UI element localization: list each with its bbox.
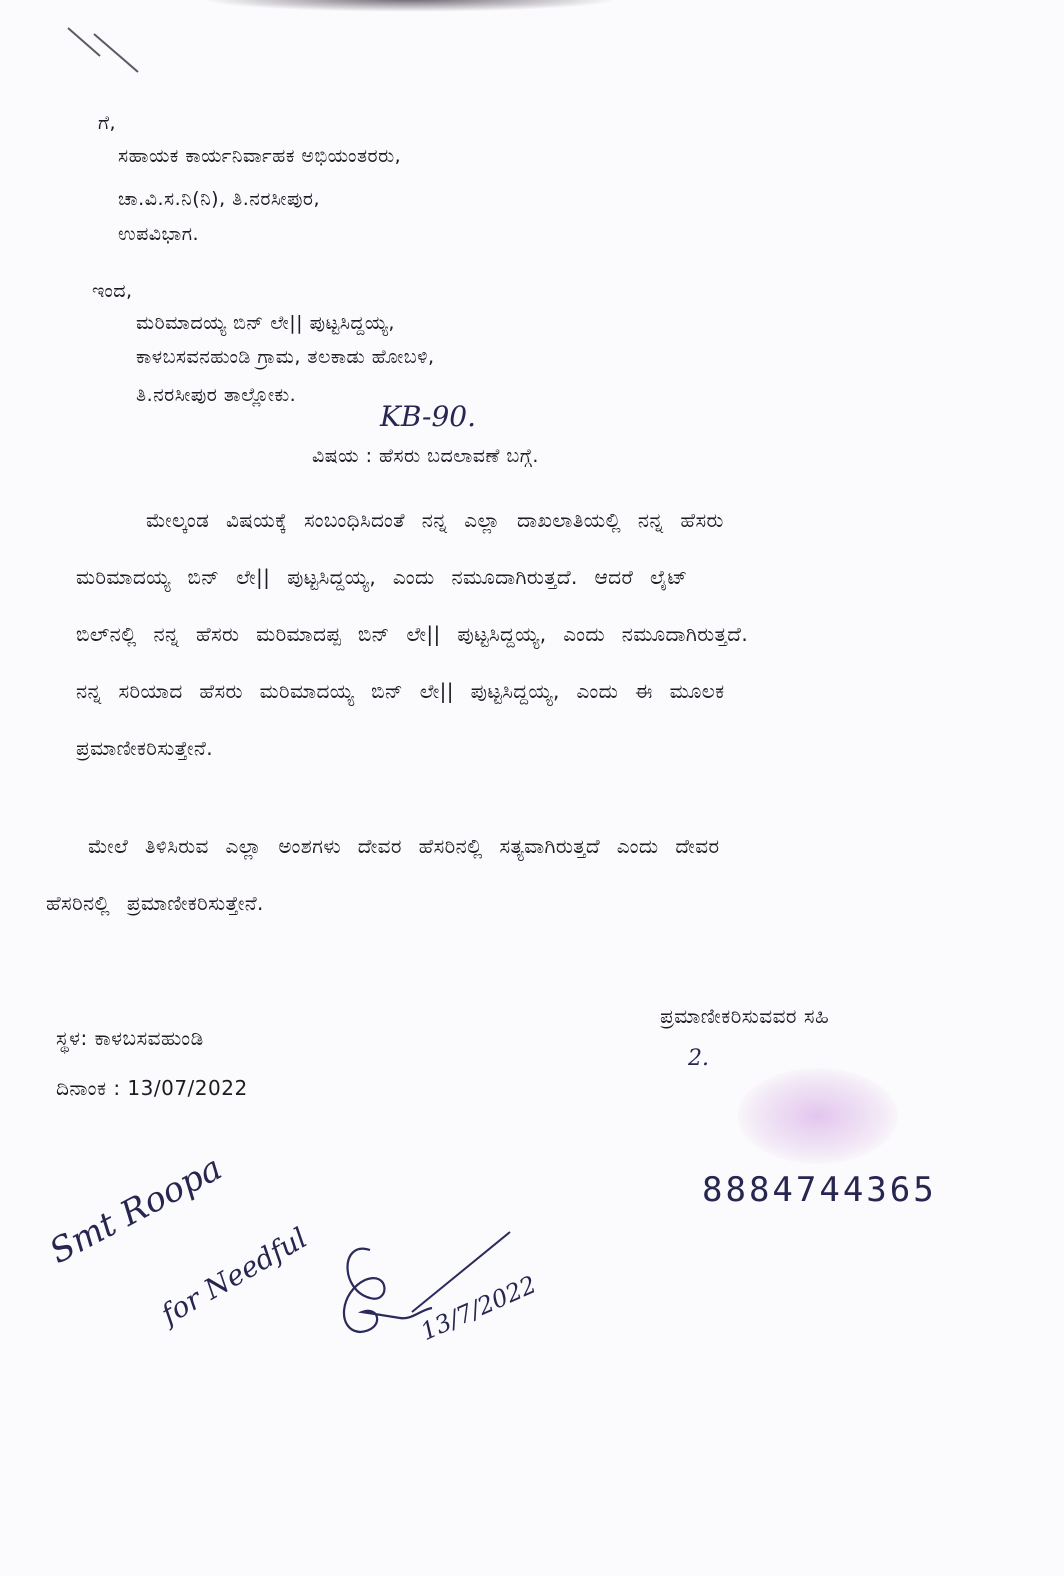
scan-shadow — [200, 0, 620, 12]
place-line: ಸ್ಥಳ: ಕಾಳಬಸವಹುಂಡಿ — [56, 1026, 204, 1050]
ink-stamp — [738, 1068, 898, 1164]
endorsement-line-2: for Needful — [155, 1221, 313, 1331]
corner-pen-mark — [60, 20, 160, 90]
endorsement-date: 13/7/2022 — [416, 1270, 541, 1346]
signature-mark: 2. — [688, 1046, 709, 1071]
from-line-2: ಕಾಳಬಸವನಹುಂಡಿ ಗ್ರಾಮ, ತಲಕಾಡು ಹೋಬಳಿ, — [136, 346, 435, 368]
paragraph-2-line-2: ಹೆಸರಿನಲ್ಲಿ ಪ್ರಮಾಣೀಕರಿಸುತ್ತೇನೆ. — [46, 891, 264, 915]
signature-label: ಪ್ರಮಾಣೀಕರಿಸುವವರ ಸಹಿ — [660, 1004, 830, 1028]
body-paragraph-2 — [46, 818, 1006, 932]
paragraph-1-line-5: ಪ್ರಮಾಣೀಕರಿಸುತ್ತೇನೆ. — [76, 736, 213, 760]
paragraph-1-line-2: ಮರಿಮಾದಯ್ಯ ಬಿನ್ ಲೇ|| ಪುಟ್ಟಸಿದ್ದಯ್ಯ, ಎಂದು ನಮೂದಾಗಿರುತ್ತದೆ. ಆದರೆ ಲೈಟ್ — [76, 565, 688, 589]
subject-line: ವಿಷಯ : ಹೆಸರು ಬದಲಾವಣೆ ಬಗ್ಗೆ. — [312, 445, 539, 467]
from-prefix: ಇಂದ, — [92, 280, 133, 302]
paragraph-1-line-4: ನನ್ನ ಸರಿಯಾದ ಹೆಸರು ಮರಿಮಾದಯ್ಯ ಬಿನ್ ಲೇ|| ಪುಟ್ಟಸಿದ್ದಯ್ಯ, ಎಂದು ಈ ಮೂಲಕ — [76, 679, 725, 703]
handwritten-reference: KB-90. — [380, 400, 477, 433]
endorsement-line-1: Smt Roopa — [43, 1148, 229, 1272]
to-line-1: ಸಹಾಯಕ ಕಾರ್ಯನಿರ್ವಾಹಕ ಅಭಿಯಂತರರು, — [118, 145, 402, 167]
from-line-3: ತಿ.ನರಸೀಪುರ ತಾಲ್ಲೋಕು. — [136, 384, 297, 406]
from-line-1: ಮರಿಮಾದಯ್ಯ ಬಿನ್ ಲೇ|| ಪುಟ್ಟಸಿದ್ದಯ್ಯ, — [136, 312, 395, 334]
paragraph-1-line-3: ಬಿಲ್‌ನಲ್ಲಿ ನನ್ನ ಹೆಸರು ಮರಿಮಾದಪ್ಪ ಬಿನ್ ಲೇ|| ಪುಟ್ಟಸಿದ್ದಯ್ಯ, ಎಂದು ನಮೂದಾಗಿರುತ್ತದೆ. — [76, 622, 749, 646]
paragraph-1-line-1: ಮೇಲ್ಕಂಡ ವಿಷಯಕ್ಕೆ ಸಂಬಂಧಿಸಿದಂತೆ ನನ್ನ ಎಲ್ಲಾ ದಾಖಲಾತಿಯಲ್ಲಿ ನನ್ನ ಹೆಸರು — [146, 508, 724, 532]
to-prefix: ಗೆ, — [98, 112, 117, 134]
handwritten-phone-number: 8884744365 — [702, 1170, 937, 1210]
to-line-2: ಚಾ.ವಿ.ಸ.ನಿ(ನಿ), ತಿ.ನರಸೀಪುರ, — [118, 188, 321, 210]
date-line: ದಿನಾಂಕ : 13/07/2022 — [56, 1076, 248, 1100]
body-paragraph-1 — [76, 492, 976, 777]
paragraph-2-line-1: ಮೇಲೆ ತಿಳಿಸಿರುವ ಎಲ್ಲಾ ಅಂಶಗಳು ದೇವರ ಹೆಸರಿನಲ್ಲಿ ಸತ್ಯವಾಗಿರುತ್ತದೆ ಎಂದು ದೇವರ — [88, 834, 720, 858]
to-line-3: ಉಪವಿಭಾಗ. — [118, 223, 200, 245]
officer-signature — [40, 1180, 560, 1380]
